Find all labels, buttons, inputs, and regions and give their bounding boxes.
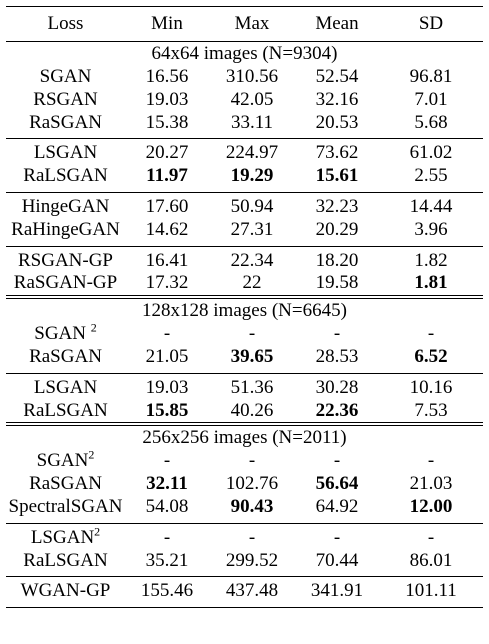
- table-row: [6, 89, 483, 112]
- value-cell: 21.03: [409, 473, 453, 495]
- table-row: [6, 250, 483, 273]
- value-cell: [125, 473, 209, 496]
- loss-cell: RaSGAN: [29, 111, 102, 133]
- value-cell: 54.08: [145, 495, 189, 517]
- loss-cell: RSGAN: [33, 88, 98, 110]
- results-table: [6, 6, 483, 608]
- value-cell: 14.62: [145, 218, 189, 240]
- loss-cell: SpectralSGAN: [8, 495, 123, 517]
- value-cell: -: [248, 323, 256, 345]
- value-cell: 28.53: [315, 345, 359, 367]
- table-row: [6, 165, 483, 188]
- value-cell: -: [427, 450, 435, 472]
- table-row: [6, 320, 483, 346]
- loss-cell: WGAN-GP: [20, 580, 111, 602]
- value-cell: 22.34: [230, 249, 274, 271]
- value-cell: 310.56: [225, 66, 279, 87]
- footnote-mark: 2: [88, 448, 95, 463]
- value-cell: 299.52: [225, 549, 279, 571]
- best-value: 56.64: [315, 473, 359, 495]
- value-cell: -: [163, 526, 171, 548]
- table-row: [6, 550, 483, 573]
- value-cell: 51.36: [230, 376, 274, 398]
- loss-cell: HingeGAN: [21, 195, 110, 217]
- value-cell: [379, 496, 483, 519]
- best-value: 15.61: [315, 165, 359, 187]
- header-cell: Mean: [315, 13, 359, 34]
- loss-cell: RaHingeGAN: [11, 218, 120, 240]
- loss-cell: LSGAN: [33, 376, 98, 398]
- value-cell: [125, 165, 209, 188]
- loss-cell: LSGAN: [33, 142, 98, 164]
- table-row: [6, 196, 483, 219]
- loss-cell: RaSGAN: [29, 345, 102, 367]
- value-cell: 32.16: [315, 88, 359, 110]
- value-cell: 30.28: [315, 376, 359, 398]
- value-cell: 61.02: [409, 142, 453, 164]
- value-cell: 40.26: [230, 399, 274, 421]
- table-row: [6, 346, 483, 369]
- best-value: 22.36: [315, 399, 359, 421]
- loss-cell: RSGAN-GP: [17, 249, 114, 271]
- value-cell: 73.62: [315, 142, 359, 164]
- value-cell: 21.05: [145, 345, 189, 367]
- loss-cell: RaSGAN: [29, 473, 102, 495]
- value-cell: 86.01: [409, 549, 453, 571]
- value-cell: [379, 346, 483, 369]
- loss-cell: RaSGAN-GP: [13, 272, 118, 294]
- value-cell: 3.96: [414, 218, 448, 240]
- value-cell: 27.31: [230, 218, 274, 240]
- value-cell: -: [163, 450, 171, 472]
- value-cell: -: [333, 323, 341, 345]
- table-row: [6, 112, 483, 135]
- bottom-rule: [6, 607, 483, 608]
- value-cell: -: [333, 450, 341, 472]
- value-cell: 101.11: [405, 580, 457, 602]
- loss-cell: RaLSGAN: [23, 165, 108, 187]
- value-cell: 50.94: [230, 195, 274, 217]
- best-value: 11.97: [146, 165, 188, 187]
- value-cell: 19.58: [315, 272, 359, 294]
- value-cell: 17.32: [145, 272, 189, 294]
- table-row: [6, 473, 483, 496]
- value-cell: -: [163, 323, 171, 345]
- value-cell: 18.20: [315, 249, 359, 271]
- value-cell: -: [427, 323, 435, 345]
- value-cell: 52.54: [315, 66, 359, 87]
- value-cell: [209, 496, 295, 519]
- section-title: 256x256 images (N=2011): [142, 427, 347, 449]
- best-value: 39.65: [230, 345, 274, 367]
- value-cell: 16.56: [145, 66, 189, 87]
- value-cell: 70.44: [315, 549, 359, 571]
- value-cell: 35.21: [145, 549, 189, 571]
- table-row: [6, 219, 483, 242]
- best-value: 32.11: [146, 473, 188, 495]
- value-cell: 19.03: [145, 376, 189, 398]
- value-cell: 102.76: [225, 473, 279, 495]
- best-value: 19.29: [230, 165, 274, 187]
- loss-cell: RaLSGAN: [23, 549, 108, 571]
- value-cell: 5.68: [414, 111, 448, 133]
- best-value: 90.43: [230, 495, 274, 517]
- table-row: [6, 142, 483, 165]
- table-row: [6, 377, 483, 400]
- best-value: 1.81: [414, 272, 448, 294]
- value-cell: 32.23: [315, 195, 359, 217]
- value-cell: 20.53: [315, 111, 359, 133]
- value-cell: 42.05: [230, 88, 274, 110]
- value-cell: [379, 272, 483, 295]
- value-cell: 20.27: [145, 142, 189, 164]
- value-cell: 20.29: [315, 218, 359, 240]
- best-value: 12.00: [409, 495, 453, 517]
- best-value: 15.85: [145, 399, 189, 421]
- table-row: [6, 580, 483, 603]
- loss-cell: SGAN: [39, 66, 92, 87]
- value-cell: 437.48: [225, 580, 279, 602]
- table-row: [6, 524, 483, 550]
- value-cell: 2.55: [414, 165, 448, 187]
- footnote-mark: 2: [90, 320, 97, 335]
- value-cell: 10.16: [409, 376, 453, 398]
- section-title: 64x64 images (N=9304): [151, 43, 338, 64]
- table-row: [6, 496, 483, 519]
- header-cell: SD: [418, 13, 444, 34]
- value-cell: 22: [242, 272, 262, 294]
- table-row: [6, 450, 483, 473]
- value-cell: 155.46: [140, 580, 194, 602]
- value-cell: 1.82: [414, 249, 448, 271]
- value-cell: -: [248, 450, 256, 472]
- section-title: 128x128 images (N=6645): [142, 300, 347, 322]
- value-cell: 224.97: [225, 142, 279, 164]
- value-cell: 341.91: [310, 580, 364, 602]
- header-cell: Loss: [47, 13, 84, 34]
- value-cell: 19.03: [145, 88, 189, 110]
- value-cell: 96.81: [409, 66, 453, 87]
- value-cell: -: [333, 526, 341, 548]
- table-row: [6, 272, 483, 295]
- value-cell: 7.53: [414, 399, 448, 421]
- header-row: [6, 7, 483, 41]
- value-cell: 7.01: [414, 88, 448, 110]
- value-cell: 14.44: [409, 195, 453, 217]
- value-cell: [209, 346, 295, 369]
- value-cell: 16.41: [145, 249, 189, 271]
- loss-cell: RaLSGAN: [23, 399, 108, 421]
- header-cell: Max: [234, 13, 270, 34]
- value-cell: [295, 165, 379, 188]
- value-cell: 64.92: [315, 495, 359, 517]
- value-cell: 33.11: [230, 111, 274, 133]
- loss-cell: SGAN$^2$: [36, 448, 95, 472]
- value-cell: [209, 165, 295, 188]
- header-cell: Min: [151, 13, 183, 34]
- value-cell: 15.38: [145, 111, 189, 133]
- value-cell: -: [248, 526, 256, 548]
- table-row: [6, 66, 483, 89]
- best-value: 6.52: [414, 345, 448, 367]
- table-row: [6, 400, 483, 423]
- value-cell: [295, 400, 379, 423]
- footnote-mark: 2: [94, 524, 101, 539]
- value-cell: 17.60: [145, 195, 189, 217]
- loss-cell: SGAN $^2$: [34, 320, 97, 345]
- loss-cell: LSGAN$^2$: [30, 524, 101, 548]
- value-cell: [295, 473, 379, 496]
- value-cell: [125, 400, 209, 423]
- value-cell: -: [427, 526, 435, 548]
